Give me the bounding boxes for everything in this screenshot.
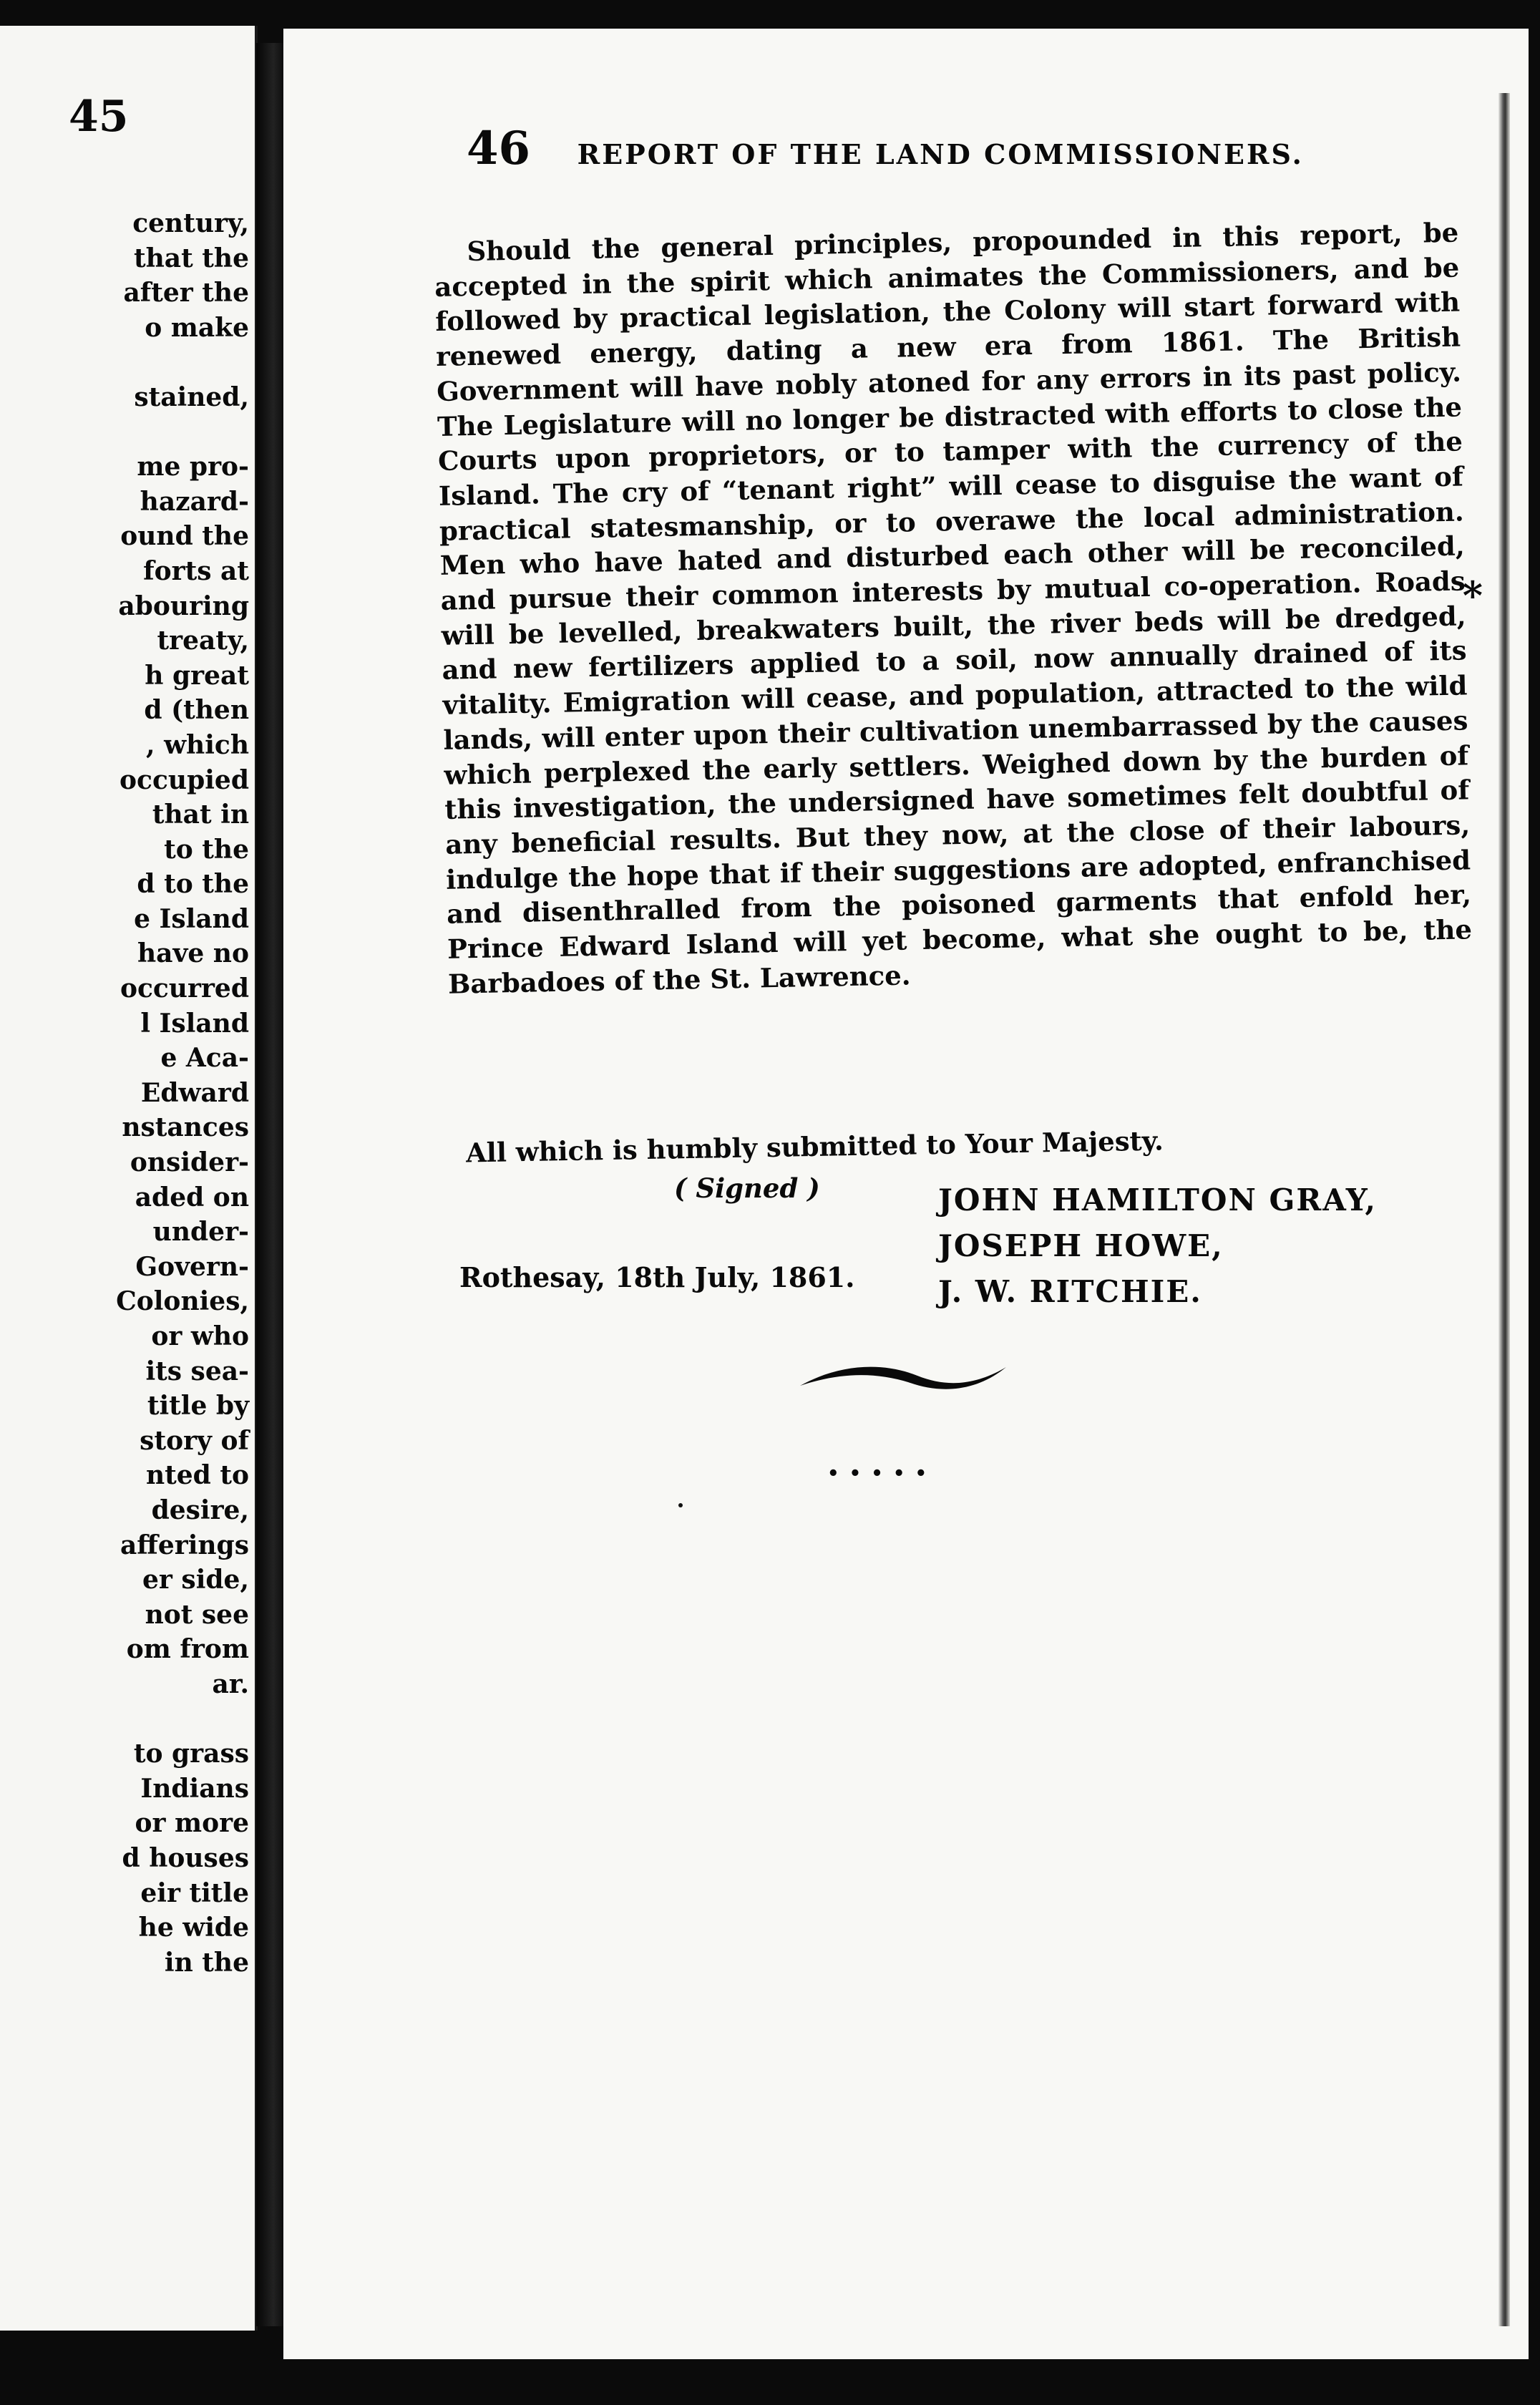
left-page-line: ound the — [120, 521, 249, 552]
left-page-line: Indians — [140, 1773, 249, 1804]
left-page-line: its sea- — [145, 1356, 249, 1386]
ornamental-flourish-icon — [796, 1357, 1010, 1400]
left-page-line: occurred — [120, 973, 249, 1004]
left-page-line: under- — [152, 1217, 249, 1248]
left-page-line: stained, — [134, 382, 249, 412]
left-page-line: desire, — [151, 1495, 249, 1525]
submission-line: All which is humbly submitted to Your Majesty. — [465, 1124, 1164, 1169]
left-page-number: 45 — [69, 92, 129, 142]
report-paragraph: Should the general principles, propounded in this report, be accepted in the spirit which animates the Commissioners, and be followed by practical legislation, the Colony will start forward with renewed energy, dating a new era from 1861. The British Government will have nobly atoned for any errors in its past policy. The Legislature will no longer be distracted with efforts to close the Courts upon proprietors, or to tamper with the currency of the Island. The cry of “tenant right” will cease to disguise the want of practical statesmanship, or to overawe the local administration. Men who have hated and disturbed each other will be reconciled, and pursue their common interests by mutual co-operation. Roads will be levelled, breakwaters built, the river beds will be dredged, and new fertilizers applied to a soil, now annually drained of its vitality. Emigration will cease, and population, attracted to the wild lands, will enter upon their cultivation unembarrassed by the causes which perplexed the early settlers. Weighed down by the burden of this investigation, the undersigned have sometimes felt doubtful of any beneficial results. But they now, at the close of their labours, indulge the hope that if their suggestions are adopted, enfranchised and disenthralled from the poisoned garments that enfold her, Prince Edward Island will yet become, what she ought to be, the Barbadoes of the St. Lawrence. — [434, 216, 1473, 1000]
left-page-line: or who — [151, 1321, 249, 1351]
left-page-line: eir title — [140, 1877, 249, 1908]
left-page-line: ar. — [212, 1668, 249, 1699]
left-page-line — [13, 415, 249, 450]
left-page-line: occupied — [120, 764, 249, 795]
margin-mark-icon: * — [1462, 573, 1483, 618]
ink-speck — [678, 1503, 683, 1507]
signatory-ritchie: J. W. RITCHIE. — [938, 1274, 1202, 1309]
left-page-line: title by — [147, 1391, 249, 1422]
left-page-line: that in — [152, 800, 249, 830]
signatory-gray: JOHN HAMILTON GRAY, — [938, 1182, 1377, 1218]
binding-gutter — [256, 43, 285, 2326]
left-page-line: l Island — [140, 1008, 249, 1039]
left-page-line: me pro- — [137, 452, 249, 482]
ornament-dots: ••••• — [827, 1463, 937, 1485]
left-page-line: treaty, — [157, 626, 249, 656]
left-page-line: or more — [135, 1808, 249, 1839]
left-page-line: d houses — [122, 1842, 249, 1873]
page-edge-shadow — [1498, 93, 1510, 2326]
left-page-line: to grass — [133, 1739, 249, 1769]
signed-label: ( Signed ) — [674, 1172, 820, 1204]
left-page-line: forts at — [143, 555, 249, 586]
left-page-line: d to the — [137, 869, 249, 900]
left-page-line: aded on — [135, 1182, 249, 1213]
left-page-line: after the — [123, 278, 249, 308]
left-page-line — [13, 1702, 249, 1737]
left-page-line: Govern- — [135, 1251, 249, 1282]
left-page-line: e Aca- — [160, 1043, 249, 1074]
left-page-line: afferings — [120, 1530, 249, 1560]
left-page-line: er side, — [142, 1565, 249, 1595]
left-page — [0, 26, 258, 2331]
left-page-line: d (then — [144, 695, 249, 726]
signatory-howe: JOSEPH HOWE, — [938, 1228, 1224, 1263]
left-page-line: to the — [164, 834, 249, 865]
left-page-line: h great — [145, 660, 249, 691]
left-page-text-column — [13, 206, 249, 1980]
left-page-line: he wide — [138, 1913, 249, 1943]
left-page-line: onsider- — [130, 1147, 249, 1178]
left-page-line: , which — [146, 729, 249, 760]
left-page-line: e Island — [134, 903, 249, 934]
left-page-line: century, — [132, 208, 249, 238]
left-page-line: have no — [137, 938, 249, 969]
running-head: REPORT OF THE LAND COMMISSIONERS. — [577, 138, 1304, 170]
page-number: 46 — [467, 122, 531, 175]
left-page-line: story of — [140, 1425, 249, 1456]
left-page-line: hazard- — [140, 486, 249, 517]
left-page-line: Colonies, — [116, 1286, 249, 1317]
left-page-line: Edward — [140, 1077, 249, 1108]
left-page-line: abouring — [118, 591, 249, 621]
left-page-line: nted to — [145, 1460, 249, 1491]
left-page-line: nstances — [122, 1112, 249, 1143]
left-page-line: not see — [145, 1599, 249, 1630]
left-page-line: that the — [134, 243, 249, 273]
left-page-line: o make — [145, 312, 249, 343]
left-page-line: om from — [126, 1634, 249, 1665]
right-page — [283, 29, 1529, 2359]
left-page-line: in the — [164, 1947, 249, 1978]
place-and-date: Rothesay, 18th July, 1861. — [459, 1261, 855, 1293]
left-page-line — [13, 345, 249, 380]
page-header — [467, 122, 1468, 175]
